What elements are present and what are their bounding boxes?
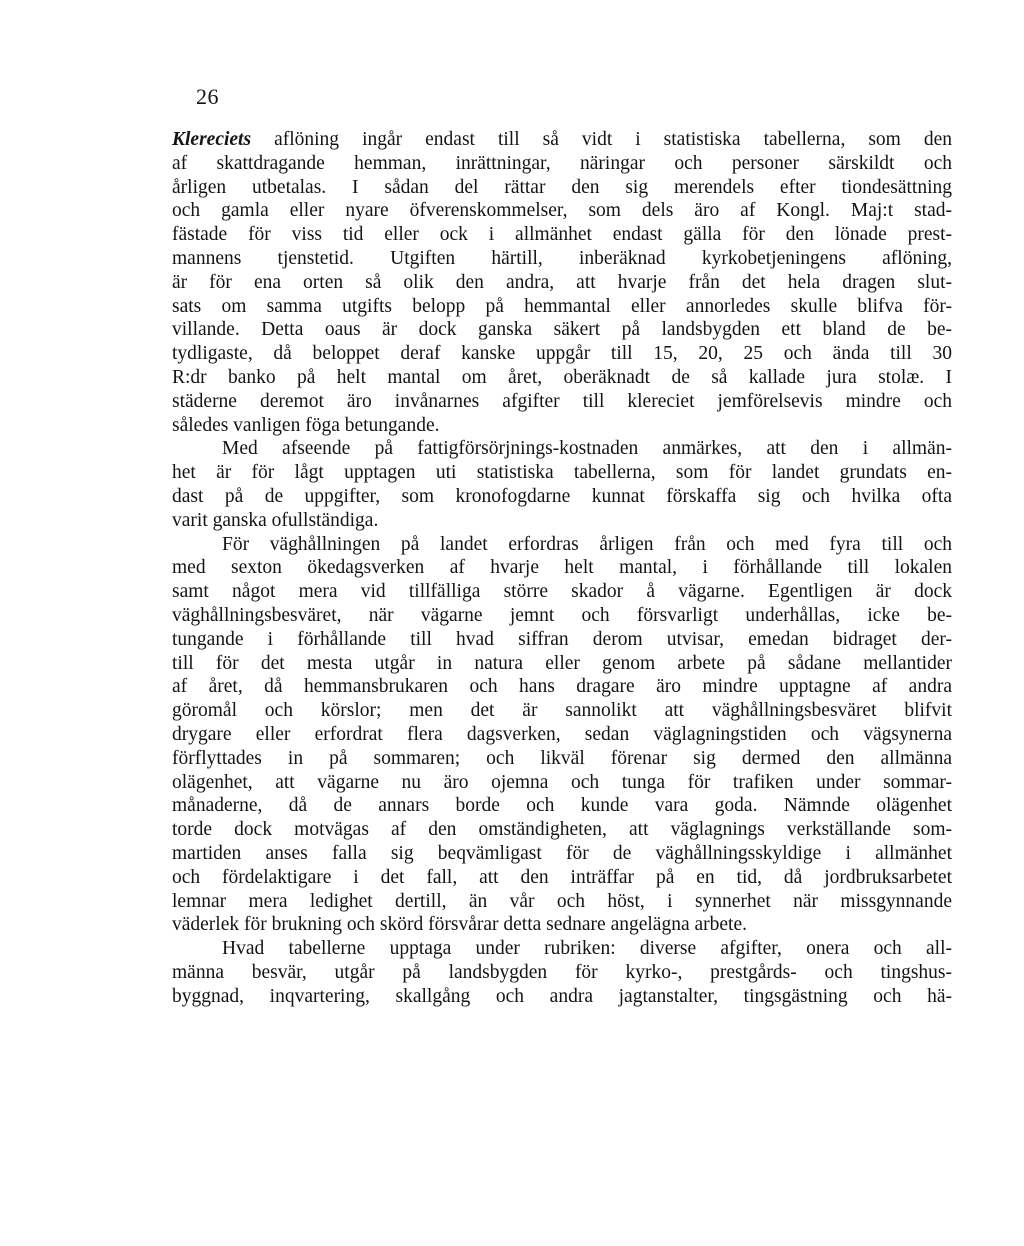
- text-line: göromål och körslor; men det är sannolikt att väghållningsbesväret blifvit: [172, 700, 952, 722]
- body-text: [172, 128, 952, 1008]
- text-line: af skattdragande hemman, inrättningar, näringar och personer särskildt och: [172, 152, 952, 174]
- text-line-content: aflöning ingår endast till så vidt i statistiska tabellerna, som den: [274, 129, 953, 150]
- text-line: Med afseende på fattigförsörjnings-kostnaden anmärkes, att den i allmän-: [222, 438, 952, 460]
- text-line: väghållningsbesväret, när vägarne jemnt och försvarligt underhållas, icke be-: [172, 604, 952, 626]
- paragraph-diverse-afgifter: [172, 937, 952, 1008]
- text-line: torde dock motvägas af den omständigheten, att väglagnings verkställande som-: [172, 819, 952, 841]
- text-line: således vanligen föga betungande.: [172, 414, 440, 436]
- text-line: mannens tjenstetid. Utgiften härtill, inberäknad kyrkobetjeningens aflöning,: [172, 247, 952, 269]
- text-line: varit ganska ofullständiga.: [172, 509, 379, 531]
- text-line: är för ena orten så olik den andra, att hvarje från det hela dragen slut-: [172, 271, 952, 293]
- text-line: och gamla eller nyare öfverenskommelser, som dels äro af Kongl. Maj:t stad-: [172, 200, 952, 222]
- text-line: het är för lågt upptagen uti statistiska tabellerna, som för landet grundats en-: [172, 462, 952, 484]
- text-line: männa besvär, utgår på landsbygden för kyrko-, prestgårds- och tingshus-: [172, 961, 952, 983]
- text-line: dast på de uppgifter, som kronofogdarne kunnat förskaffa sig och hvilka ofta: [172, 485, 952, 507]
- text-line: olägenhet, att vägarne nu äro ojemna och tunga för trafiken under sommar-: [172, 771, 952, 793]
- text-line: förflyttades in på sommaren; och likväl förenar sig dermed den allmänna: [172, 747, 952, 769]
- text-line: väderlek för brukning och skörd försvårar detta sednare angelägna arbete.: [172, 914, 747, 936]
- text-line: månaderne, då de annars borde och kunde vara goda. Nämnde olägenhet: [172, 795, 952, 817]
- text-line: och fördelaktigare i det fall, att den inträffar på en tid, då jordbruksarbetet: [172, 866, 952, 888]
- text-line: lemnar mera ledighet dertill, än vår och höst, i synnerhet när missgynnande: [172, 890, 952, 912]
- text-line: byggnad, inqvartering, skallgång och andra jagtanstalter, tingsgästning och hä-: [172, 985, 952, 1007]
- text-line: drygare eller erfordrat flera dagsverken, sedan väglagningstiden och vägsynerna: [172, 723, 952, 745]
- text-line: städerne deremot äro invånarnes afgifter till klereciet jemförelsevis mindre och: [172, 390, 952, 412]
- text-line: med sexton ökedagsverken af hvarje helt mantal, i förhållande till lokalen: [172, 557, 952, 579]
- text-line: tydligaste, då beloppet deraf kanske uppgår till 15, 20, 25 och ända till 30: [172, 343, 952, 365]
- paragraph-klereciet: [172, 128, 952, 437]
- text-line: samt något mera vid tillfälliga större skador å vägarne. Egentligen är dock: [172, 581, 952, 603]
- text-line: till för det mesta utgår in natura eller genom arbete på sådane mellantider: [172, 652, 952, 674]
- text-line: sats om samma utgifts belopp på hemmantal eller annorledes skulle blifva för-: [172, 295, 952, 317]
- text-line: För väghållningen på landet erfordras årligen från och med fyra till och: [222, 533, 952, 555]
- text-line: årligen utbetalas. I sådan del rättar den sig merendels efter tiondesättning: [172, 176, 952, 198]
- lead-word: Klereciets: [172, 129, 252, 150]
- text-line: Hvad tabellerne upptaga under rubriken: diverse afgifter, onera och all-: [222, 938, 952, 960]
- text-line: R:dr banko på helt mantal om året, oberäknadt de så kallade jura stolæ. I: [172, 366, 952, 388]
- text-line: af året, då hemmansbrukaren och hans dragare äro mindre upptagne af andra: [172, 676, 952, 698]
- paragraph-fattigforsorjning: [172, 437, 952, 532]
- paragraph-vaghallning: [172, 533, 952, 938]
- text-line: [172, 128, 952, 152]
- text-line: tungande i förhållande till hvad siffran derom utvisar, emedan bidraget der-: [172, 628, 952, 650]
- page-number: 26: [196, 84, 219, 109]
- text-line: martiden anses falla sig beqvämligast för de väghållningsskyldige i allmänhet: [172, 842, 952, 864]
- text-line: fästade för viss tid eller ock i allmänhet endast gälla för den lönade prest-: [172, 224, 952, 246]
- text-line: villande. Detta oaus är dock ganska säkert på landsbygden ett bland de be-: [172, 319, 952, 341]
